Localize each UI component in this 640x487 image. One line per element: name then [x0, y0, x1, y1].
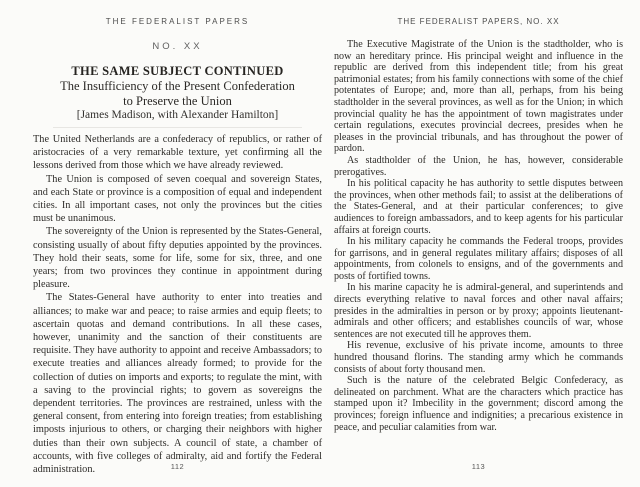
- page-number-right: 113: [471, 462, 486, 471]
- body-paragraph: In his marine capacity he is admiral-general, and superintends and directs everything relative to naval forces and other naval affairs; presides in the admiralties in person or by proxy; appoints lieutenant-admirals and other officers; and establishes councils of war, whose sentences are not executed till he approves them.: [334, 282, 623, 340]
- body-paragraph: The United Netherlands are a confederacy of republics, or rather of aristocracies of a very remarkable texture, yet confirming all the lessons derived from those which we have already reviewed.: [33, 134, 322, 172]
- chapter-subtitle: [33, 79, 322, 108]
- left-page-body: [33, 133, 322, 476]
- left-page: [33, 0, 322, 487]
- running-head: THE FEDERALIST PAPERS: [105, 17, 250, 26]
- body-paragraph: In his political capacity he has authority to settle disputes between the provinces, when other methods fail; to assist at the deliberations of the States-General, and at their particular conferences; to give audiences to foreign ambassadors, and to keep agents for his particular affairs at foreign courts.: [334, 178, 623, 236]
- body-paragraph: The States-General have authority to enter into treaties and alliances; to make war and peace; to raise armies and equip fleets; to ascertain quotas and demand contributions. In all these cases, however, unanimity and the sanction of their constituents are requisite. They have authority to appoint and receive Ambassadors; to execute treaties and alliances already formed; to provide for the collection of duties on imports and exports; to regulate the mint, with a saving to the provincial rights; to govern as sovereigns the dependent territories. The provinces are restrained, unless with the general consent, from entering into foreign treaties; from establishing imposts injurious to others, or charging their neighbors with higher duties than their own subjects. A council of state, a chamber of accounts, with five colleges of admiralty, aid and fortify the Federal administration.: [33, 292, 322, 476]
- right-page: [334, 0, 623, 487]
- running-head: THE FEDERALIST PAPERS, NO. XX: [397, 17, 560, 26]
- body-paragraph: Such is the nature of the celebrated Belgic Confederacy, as delineated on parchment. What are the characters which practice has stamped upon it? Imbecility in the government; discord among the provinces; foreign influence and indignities; a precarious existence in peace, and peculiar calamities from war.: [334, 375, 623, 433]
- chapter-subtitle-line-1: The Insufficiency of the Present Confederation: [60, 79, 295, 93]
- body-paragraph: The sovereignty of the Union is represented by the States-General, consisting usually of about fifty deputies appointed by the provinces. They hold their seats, some for life, some for six, three, and one years; from two provinces they continue in appointment during pleasure.: [33, 226, 322, 291]
- chapter-subtitle-line-2: to Preserve the Union: [123, 93, 232, 108]
- chapter-title: THE SAME SUBJECT CONTINUED: [71, 64, 284, 78]
- chapter-number: NO. XX: [152, 41, 203, 52]
- page-number-left: 112: [170, 462, 185, 471]
- body-paragraph: In his military capacity he commands the Federal troops, provides for garrisons, and in general regulates military affairs; disposes of all appointments, from colonels to ensigns, and of the governments and posts of fortified towns.: [334, 236, 623, 282]
- body-paragraph: The Executive Magistrate of the Union is the stadtholder, who is now an hereditary prince. His principal weight and influence in the republic are derived from this independent title; from his great patrimonial estates; from his family connections with some of the chief potentates of Europe; and, more than all, perhaps, from his being stadtholder in the several provinces, as well as for the Union; in which provincial quality he has the appointment of town magistrates under certain regulations, executes provincial decrees, presides when he pleases in the provincial tribunals, and has throughout the power of pardon.: [334, 39, 623, 155]
- author-attribution: [James Madison, with Alexander Hamilton]: [76, 109, 279, 121]
- body-paragraph: The Union is composed of seven coequal and sovereign States, and each State or province is a composition of equal and independent cities. In all important cases, not only the provinces but the cities must be unanimous.: [33, 173, 322, 225]
- body-paragraph: As stadtholder of the Union, he has, however, considerable prerogatives.: [334, 154, 623, 178]
- section-divider-rule: [53, 127, 302, 128]
- right-page-body: [334, 39, 623, 433]
- body-paragraph: His revenue, exclusive of his private income, amounts to three hundred thousand florins. The standing army which he commands consists of about forty thousand men.: [334, 340, 623, 375]
